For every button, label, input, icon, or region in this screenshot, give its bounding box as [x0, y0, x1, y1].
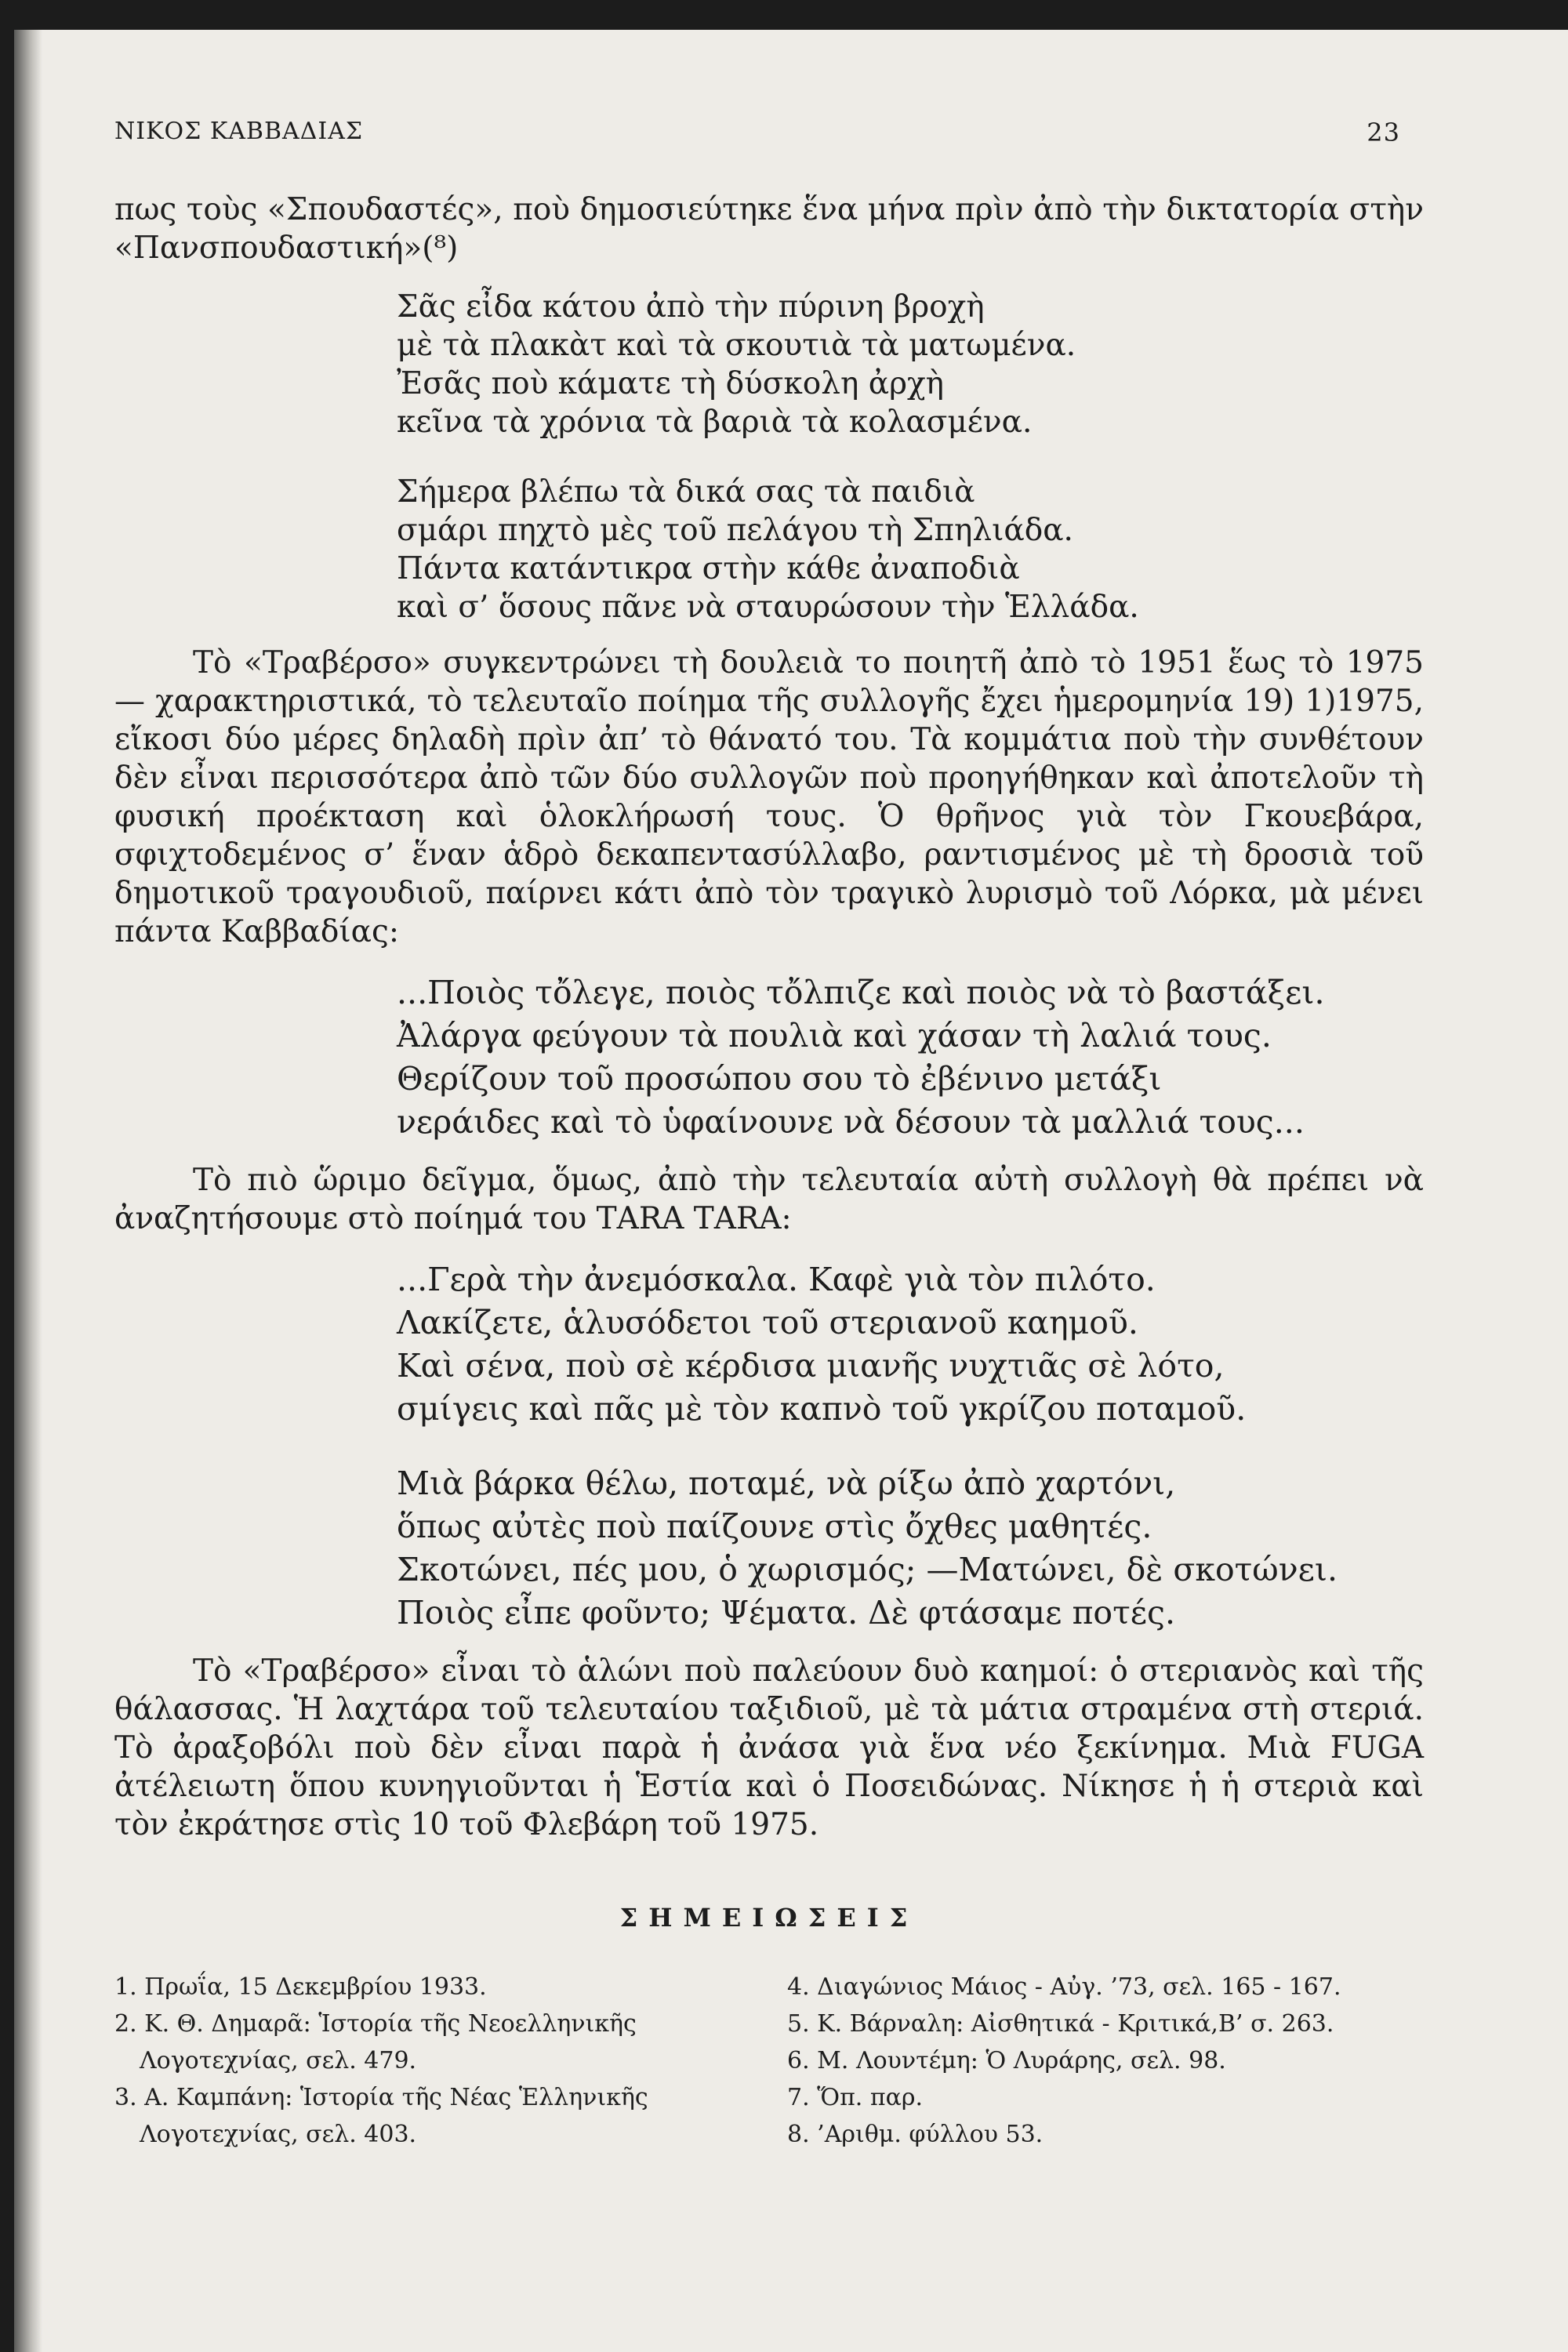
note-item: 3. Α. Καμπάνη: Ἱστορία τῆς Νέας Ἑλληνικῆς [114, 2084, 648, 2111]
header-author: ΝΙΚΟΣ ΚΑΒΒΑΔΙΑΣ [114, 118, 364, 145]
poem-line: νεράιδες καὶ τὸ ὑφαίνουνε νὰ δέσουν τὰ μαλλιά τους... [397, 1103, 1305, 1141]
poem-line: σμάρι πηχτὸ μὲς τοῦ πελάγου τὴ Σπηλιάδα. [397, 513, 1073, 548]
poem-line: ὅπως αὐτὲς ποὺ παίζουνε στὶς ὄχθες μαθητές. [397, 1508, 1152, 1545]
page-body [114, 191, 1424, 2153]
poem-line: Ἀλάργα φεύγουν τὰ πουλιὰ καὶ χάσαν τὴ λαλιά τους. [397, 1017, 1272, 1054]
notes-column-right [787, 1969, 1424, 2153]
note-item: Λογοτεχνίας, σελ. 479. [140, 2047, 417, 2074]
notes-list [114, 1969, 1424, 2153]
poem-students [397, 288, 1424, 626]
note-item: Λογοτεχνίας, σελ. 403. [140, 2121, 417, 2148]
note-item: 5. Κ. Βάρναλη: Αἰσθητικά - Κριτικά,Β’ σ. 263. [787, 2010, 1334, 2038]
paragraph-tara: Τὸ πιὸ ὥριμο δεῖγμα, ὅμως, ἀπὸ τὴν τελευταία αὐτὴ συλλογὴ θὰ πρέπει νὰ ἀναζητήσουμε στὸ ποίημά του ΤΑRΑ ΤΑRΑ: [114, 1163, 1424, 1236]
running-header [114, 118, 1400, 147]
poem-line: Ἐσᾶς ποὺ κάματε τὴ δύσκολη ἀρχὴ [397, 366, 945, 401]
poem-line: Καὶ σένα, ποὺ σὲ κέρδισα μιανῆς νυχτιᾶς σὲ λότο, [397, 1347, 1225, 1385]
poem-line: Σήμερα βλέπω τὰ δικά σας τὰ παιδιὰ [397, 474, 975, 510]
poem-line: ...Γερὰ τὴν ἀνεμόσκαλα. Καφὲ γιὰ τὸν πιλότο. [397, 1261, 1156, 1298]
notes-column-left [114, 1969, 787, 2153]
poem-line: Λακίζετε, ἁλυσόδετοι τοῦ στεριανοῦ καημοῦ. [397, 1304, 1138, 1341]
note-item: 2. Κ. Θ. Δημαρᾶ: Ἱστορία τῆς Νεοελληνικῆς [114, 2010, 637, 2038]
paragraph-conclusion: Τὸ «Τραβέρσο» εἶναι τὸ ἁλώνι ποὺ παλεύουν δυὸ καημοί: ὁ στεριανὸς καὶ τῆς θάλασσας. Ἡ λαχτάρα τοῦ τελευταίου ταξιδιοῦ, μὲ τὰ μάτια στραμένα στὴ στεριά. Τὸ ἀραξοβόλι ποὺ δὲν εἶναι παρὰ ἡ ἀνάσα γιὰ ἕνα νέο ξεκίνημα. Μιὰ FUGA ἀτέλειωτη ὅπου κυνηγιοῦνται ἡ Ἑστία καὶ ὁ Ποσειδώνας. Νίκησε ἡ ἡ στεριὰ καὶ τὸν ἐκράτησε στὶς 10 τοῦ Φλεβάρη τοῦ 1975. [114, 1653, 1424, 1842]
paragraph-traverso: Τὸ «Τραβέρσο» συγκεντρώνει τὴ δουλειὰ το ποιητῆ ἀπὸ τὸ 1951 ἕως τὸ 1975 — χαρακτηριστικά, τὸ τελευταῖο ποίημα τῆς συλλογῆς ἔχει ἡμερομηνία 19) 1)1975, εἴκοσι δύο μέρες δηλαδὴ πρὶν ἀπ’ τὸ θάνατό του. Τὰ κομμάτια ποὺ τὴν συνθέτουν δὲν εἶναι περισσότερα ἀπὸ τῶν δύο συλλογῶν ποὺ προηγήθηκαν καὶ ἀποτελοῦν τὴ φυσική προέκταση καὶ ὁλοκλήρωσή τους. Ὁ θρῆνος γιὰ τὸν Γκουεβάρα, σφιχτοδεμένος σ’ ἕναν ἁδρὸ δεκαπεντασύλλαβο, ραντισμένος μὲ τὴ δροσιὰ τοῦ δημοτικοῦ τραγουδιοῦ, παίρνει κάτι ἀπὸ τὸν τραγικὸ λυρισμὸ τοῦ Λόρκα, μὰ μένει πάντα Καββαδίας: [114, 645, 1424, 949]
note-item: 8. ’Αριθμ. φύλλου 53. [787, 2121, 1044, 2148]
notes-heading: ΣΗΜΕΙΩΣΕΙΣ [619, 1903, 919, 1933]
poem-line: Ποιὸς εἶπε φοῦντο; Ψέματα. Δὲ φτάσαμε ποτές. [397, 1594, 1176, 1632]
note-item: 1. Πρωΐα, 15 Δεκεμβρίου 1933. [114, 1973, 487, 2001]
page-number: 23 [1367, 118, 1400, 147]
poem-line: Μιὰ βάρκα θέλω, ποταμέ, νὰ ρίξω ἀπὸ χαρτόνι, [397, 1465, 1176, 1502]
poem-line: καὶ σ’ ὅσους πᾶνε νὰ σταυρώσουν τὴν Ἑλλάδα. [397, 590, 1139, 625]
note-item: 6. Μ. Λουντέμη: Ὁ Λυράρης, σελ. 98. [787, 2047, 1226, 2074]
page-gutter-shadow [14, 30, 42, 2352]
poem-line: σμίγεις καὶ πᾶς μὲ τὸν καπνὸ τοῦ γκρίζου ποταμοῦ. [397, 1390, 1247, 1428]
note-item: 7. Ὅπ. παρ. [787, 2084, 924, 2111]
poem-line: μὲ τὰ πλακὰτ καὶ τὰ σκουτιὰ τὰ ματωμένα. [397, 328, 1076, 363]
poem-line: κεῖνα τὰ χρόνια τὰ βαριὰ τὰ κολασμένα. [397, 405, 1033, 440]
poem-guevara [397, 971, 1424, 1144]
poem-tara-tara [397, 1258, 1424, 1635]
poem-line: Πάντα κατάντικρα στὴν κάθε ἀναποδιὰ [397, 551, 1020, 586]
poem-line: Θερίζουν τοῦ προσώπου σου τὸ ἐβένινο μετάξι [397, 1060, 1162, 1098]
poem-line: Σᾶς εἶδα κάτου ἀπὸ τὴν πύρινη βροχὴ [397, 289, 985, 325]
note-item: 4. Διαγώνιος Μάιος - Αὐγ. ’73, σελ. 165 - 167. [787, 1973, 1341, 2001]
poem-line: Σκοτώνει, πές μου, ὁ χωρισμός; —Ματώνει, δὲ σκοτώνει. [397, 1551, 1338, 1588]
book-page [14, 30, 1568, 2352]
poem-line: ...Ποιὸς τὄλεγε, ποιὸς τὄλπιζε καὶ ποιὸς νὰ τὸ βαστάξει. [397, 974, 1325, 1011]
paragraph-intro: πως τοὺς «Σπουδαστές», ποὺ δημοσιεύτηκε ἕνα μήνα πρὶν ἀπὸ τὴν δικτατορία στὴν «Πανσπουδαστική»(⁸) [114, 192, 1424, 266]
